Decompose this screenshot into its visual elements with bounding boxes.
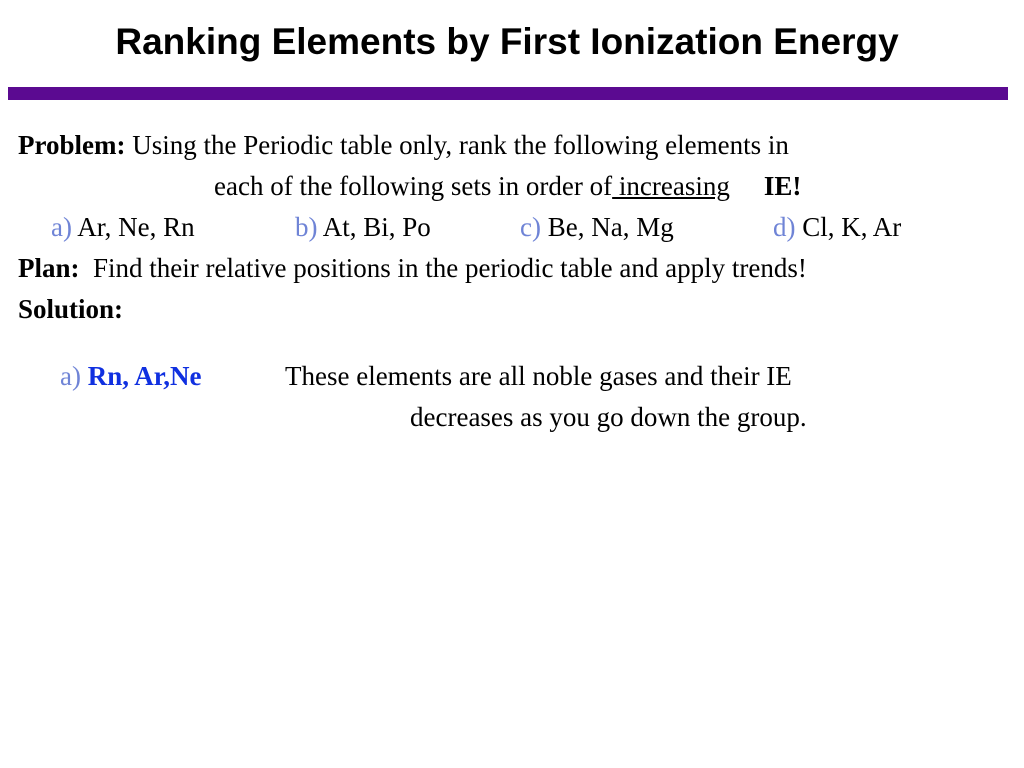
set-elements-c: Be, Na, Mg bbox=[547, 212, 674, 242]
problem-text-2: each of the following sets in order of bbox=[214, 171, 613, 201]
solution-heading: Solution: bbox=[18, 294, 124, 324]
set-elements-d: Cl, K, Ar bbox=[802, 212, 902, 242]
set-elements-b: At, Bi, Po bbox=[322, 212, 431, 242]
answer-a bbox=[60, 359, 202, 393]
element-set-d bbox=[773, 210, 901, 244]
element-set-a bbox=[51, 210, 195, 244]
problem-line-2 bbox=[214, 169, 801, 203]
answer-label-a: a) bbox=[60, 361, 81, 391]
plan-text: Find their relative positions in the periodic table and apply trends! bbox=[93, 253, 807, 283]
answer-explanation-line-1: These elements are all noble gases and their IE bbox=[285, 361, 792, 391]
problem-line-1 bbox=[18, 128, 789, 162]
set-label-c: c) bbox=[520, 212, 541, 242]
slide-title: Ranking Elements by First Ionization Energy bbox=[115, 21, 899, 62]
plan-heading: Plan: bbox=[18, 253, 80, 283]
problem-text-1: Using the Periodic table only, rank the following elements in bbox=[132, 130, 789, 160]
increasing-emphasis: increasing bbox=[612, 171, 730, 201]
ie-emphasis: IE! bbox=[763, 171, 802, 201]
element-set-b bbox=[295, 210, 431, 244]
set-elements-a: Ar, Ne, Rn bbox=[77, 212, 195, 242]
answer-ranking-a: Rn, Ar,Ne bbox=[87, 361, 202, 391]
title-divider bbox=[8, 87, 1008, 100]
plan-line bbox=[18, 251, 807, 285]
set-label-a: a) bbox=[51, 212, 72, 242]
set-label-d: d) bbox=[773, 212, 796, 242]
set-label-b: b) bbox=[295, 212, 318, 242]
problem-heading: Problem: bbox=[18, 130, 126, 160]
answer-explanation-line-2: decreases as you go down the group. bbox=[410, 402, 807, 432]
element-set-c bbox=[520, 210, 674, 244]
